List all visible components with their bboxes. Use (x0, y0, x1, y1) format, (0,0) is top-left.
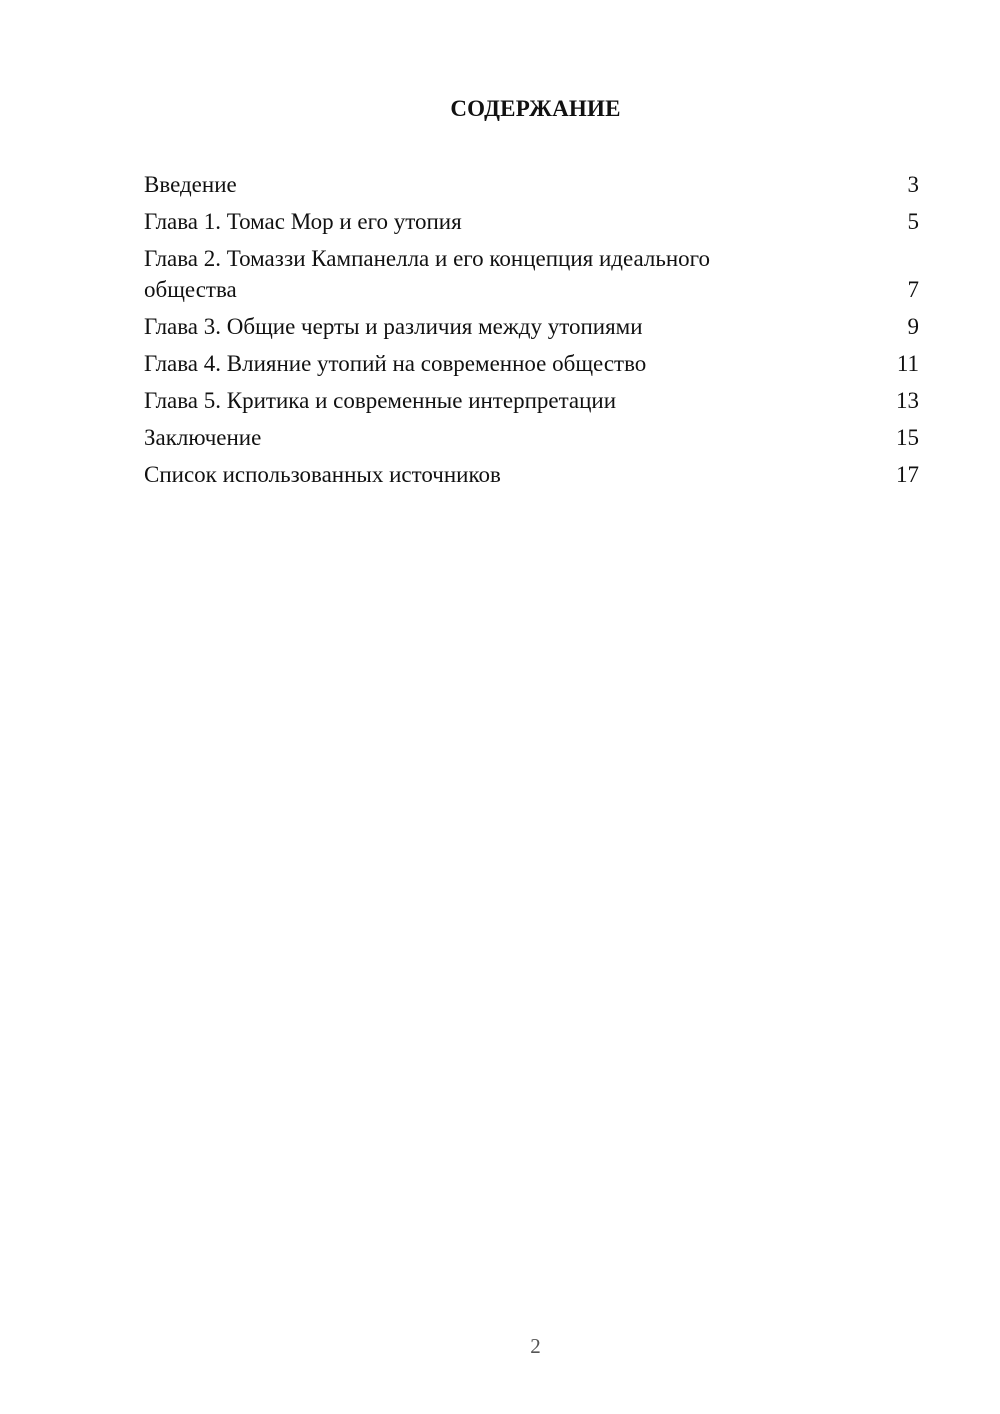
toc-entry-text: Заключение (144, 425, 262, 450)
toc-entry-chapter-5 (144, 385, 919, 416)
toc-entry-page: 3 (907, 172, 919, 197)
toc-entry-text: Глава 4. Влияние утопий на современное общество (144, 351, 647, 376)
table-of-contents (144, 169, 919, 496)
toc-entry-page: 13 (896, 388, 919, 413)
toc-entry-chapter-1 (144, 206, 919, 237)
toc-title: СОДЕРЖАНИЕ (450, 96, 621, 121)
toc-entry-introduction (144, 169, 919, 200)
page-number: 2 (530, 1334, 541, 1358)
toc-entry-text: Глава 5. Критика и современные интерпретации (144, 388, 617, 413)
toc-entry-references (144, 459, 919, 490)
toc-entry-page: 11 (896, 351, 919, 376)
toc-entry-text: Список использованных источников (144, 462, 501, 487)
toc-entry-chapter-3 (144, 311, 919, 342)
toc-entry-page: 9 (907, 314, 919, 339)
toc-entry-page: 7 (907, 277, 919, 302)
toc-entry-page: 5 (907, 209, 919, 234)
toc-entry-chapter-2 (144, 243, 919, 305)
toc-entry-text: Введение (144, 172, 237, 197)
toc-entry-chapter-4 (144, 348, 919, 379)
toc-entry-conclusion (144, 422, 919, 453)
toc-entry-page: 15 (896, 425, 919, 450)
toc-entry-page: 17 (896, 462, 919, 487)
toc-entry-text: Глава 1. Томас Мор и его утопия (144, 209, 462, 234)
toc-entry-text: Глава 2. Томаззи Кампанелла и его концепция идеального общества (144, 246, 711, 302)
toc-entry-text: Глава 3. Общие черты и различия между утопиями (144, 314, 643, 339)
